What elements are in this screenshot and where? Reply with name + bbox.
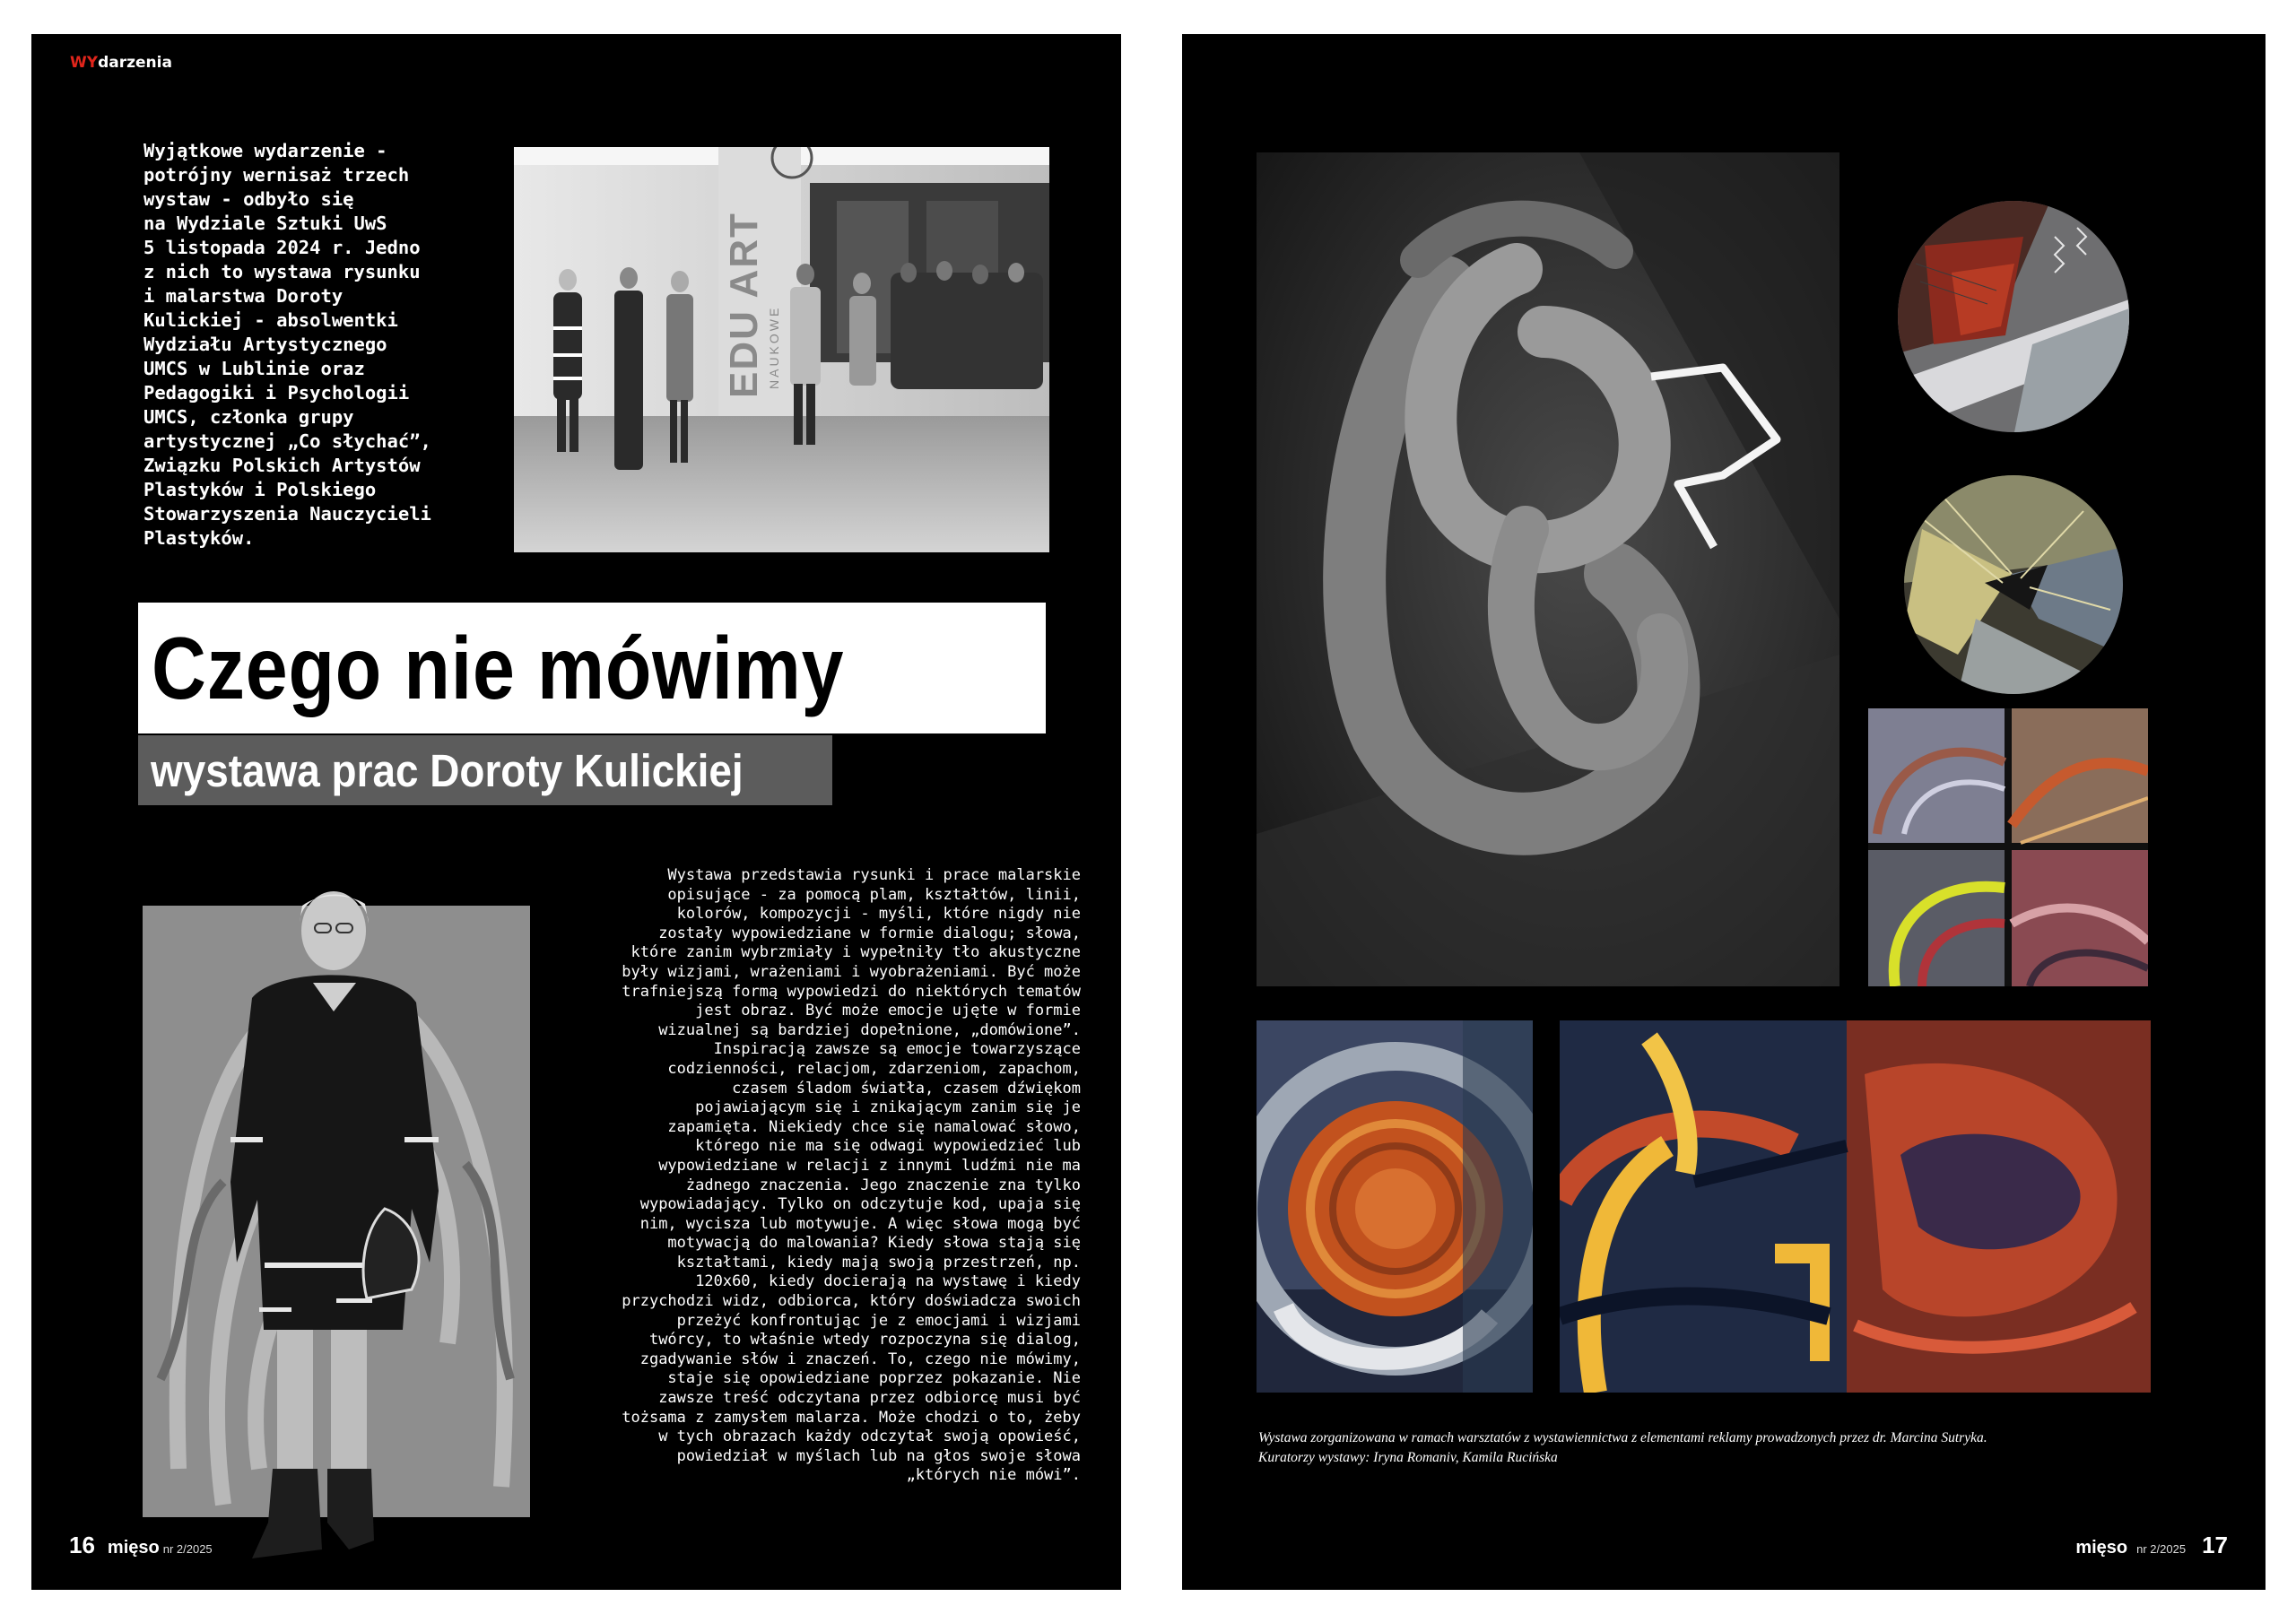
banner-text: EDU ART — [722, 212, 766, 398]
section-tag — [70, 54, 172, 72]
artist-portrait — [143, 841, 530, 1566]
section-tag-white: darzenia — [98, 54, 172, 72]
subtitle-box — [138, 735, 832, 805]
right-page — [1182, 34, 2266, 1590]
magazine-issue-right: nr 2/2025 — [2136, 1542, 2187, 1556]
footer-left — [69, 1532, 213, 1559]
magazine-name-right: mięso — [2075, 1538, 2128, 1558]
artwork-round-painting-2 — [1904, 475, 2123, 694]
magazine-issue: nr 2/2025 — [162, 1542, 213, 1556]
page-subtitle: wystawa prac Doroty Kulickiej — [151, 744, 744, 796]
artwork-round-painting-1 — [1898, 201, 2129, 432]
page-number-left: 16 — [69, 1532, 95, 1558]
magazine-name: mięso — [107, 1538, 160, 1558]
footer-right — [2075, 1532, 2228, 1559]
banner-subtext: NAUKOWE — [767, 305, 781, 389]
page-number-right: 17 — [2202, 1532, 2228, 1558]
page-title: Czego nie mówimy — [152, 619, 845, 717]
title-box — [138, 603, 1046, 733]
article-body: Wystawa przedstawia rysunki i prace malarskie opisujące - za pomocą plam, kształtów, linii, kolorów, kompozycji - myśli, które nigdy nie zostały wypowiedziane w formie dialogu; słowa, które zanim wybrzmiały i wypełniły tło akustyczne były wizjami, wrażeniami i wyobrażeniami. Być może trafniejszą formą wypowiedzi do niektórych tematów jest obraz. Być może emocje ujęte w formie wizualnej są bardziej dopełnione, „domówione”. Inspiracją zawsze są emocje towarzyszące codzienności, relacjom, zdarzeniom, zapachom, czasem śladom światła, czasem dźwiękom pojawiającym się i znikającym zanim się je zapamięta. Niekiedy chce się namalować słowo, którego nie ma się odwagi wypowiedzieć lub wypowiedziane w relacji z innymi ludźmi nie ma żadnego znaczenia. Jego znaczenie zna tylko wypowiadający. Tylko on odczytuje kod, upaja się nim, wycisza lub motywuje. A więc słowa mogą być motywacją do malowania? Kiedy słowa stają się kształtami, kiedy mają swoją przestrzeń, np. 120x60, kiedy docierają na wystawę i kiedy przychodzi widz, odbiorca, który doświadcza swoich przeżyć konfrontując je z emocjami i wizjami twórcy, to właśnie wtedy rozpoczyna się dialog, zgadywanie słów i znaczeń. To, czego nie mówimy, staje się opowiedziane poprzez pokazanie. Nie zawsze treść odczytana przez odbiorcę musi być tożsama z zamysłem malarza. Może chodzi o to, żeby w tych obrazach każdy odczytał swoją opowieść, powiedział w myślach lub na głos swoje słowa „których nie mówi”. — [622, 866, 1081, 1485]
artwork-four-panel — [1868, 708, 2148, 986]
artwork-orange-circle-painting — [1257, 1020, 1533, 1393]
vernissage-photo — [514, 147, 1049, 552]
artwork-charcoal-drawing — [1257, 152, 1839, 986]
artwork-diptych — [1560, 1020, 2151, 1393]
left-page — [31, 34, 1121, 1590]
section-tag-red: WY — [70, 54, 99, 72]
exhibition-caption: Wystawa zorganizowana w ramach warsztatów z wystawiennictwa z elementami reklamy prowadzonych przez dr. Marcina Sutryka. Kuratorzy wystawy: Iryna Romaniv, Kamila Rucińska — [1258, 1430, 1987, 1465]
intro-text: Wyjątkowe wydarzenie - potrójny wernisaż trzech wystaw - odbyło się na Wydziale Sztuki UwS 5 listopada 2024 r. Jedno z nich to wystawa rysunku i malarstwa Doroty Kulickiej - absolwentki Wydziału Artystycznego UMCS w Lublinie oraz Pedagogiki i Psychologii UMCS, członka grupy artystycznej „Co słychać”, Związku Polskich Artystów Plastyków i Polskiego Stowarzyszenia Nauczycieli Plastyków. — [144, 140, 431, 549]
